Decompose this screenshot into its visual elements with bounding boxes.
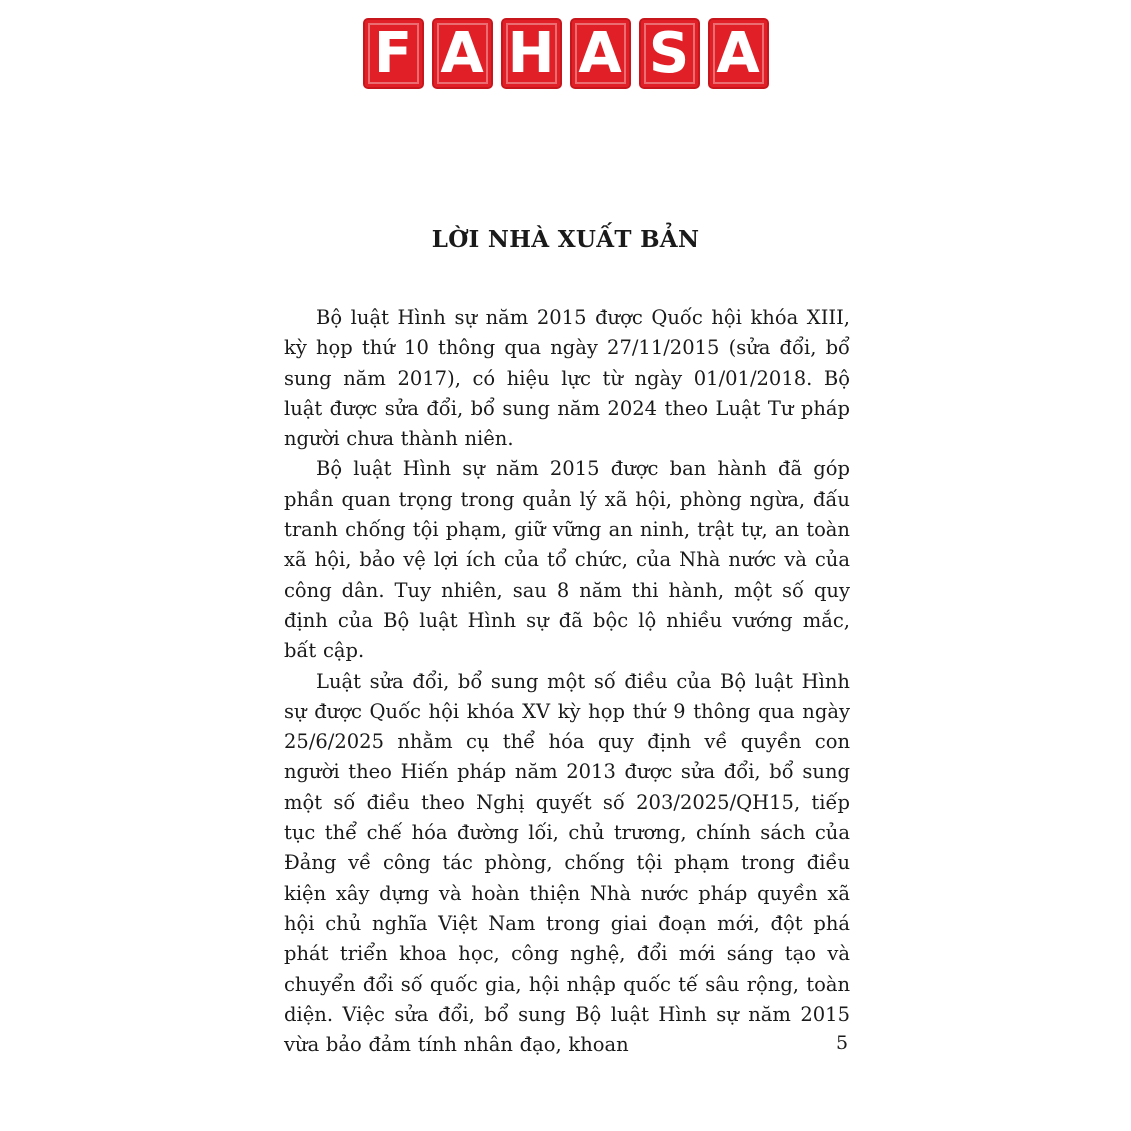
fahasa-logo (0, 18, 1131, 89)
logo-letter: A (708, 18, 769, 89)
paragraph: Luật sửa đổi, bổ sung một số điều của Bộ luật Hình sự được Quốc hội khóa XV kỳ họp thứ 9 thông qua ngày 25/6/2025 nhằm cụ thể hóa quy định về quyền con người theo Hiến pháp năm 2013 được sửa đổi, bổ sung một số điều theo Nghị quyết số 203/2025/QH15, tiếp tục thể chế hóa đường lối, chủ trương, chính sách của Đảng về công tác phòng, chống tội phạm trong điều kiện xây dựng và hoàn thiện Nhà nước pháp quyền xã hội chủ nghĩa Việt Nam trong giai đoạn mới, đột phá phát triển khoa học, công nghệ, đổi mới sáng tạo và chuyển đổi số quốc gia, hội nhập quốc tế sâu rộng, toàn diện. Việc sửa đổi, bổ sung Bộ luật Hình sự năm 2015 vừa bảo đảm tính nhân đạo, khoan (284, 669, 850, 1057)
logo-letter: H (501, 18, 562, 89)
paragraph: Bộ luật Hình sự năm 2015 được Quốc hội khóa XIII, kỳ họp thứ 10 thông qua ngày 27/11/2015 (sửa đổi, bổ sung năm 2017), có hiệu lực từ ngày 01/01/2018. Bộ luật được sửa đổi, bổ sung năm 2024 theo Luật Tư pháp người chưa thành niên. (284, 306, 850, 451)
logo-letter: S (639, 18, 700, 89)
page-number: 5 (836, 1032, 849, 1054)
paragraph: Bộ luật Hình sự năm 2015 được ban hành đã góp phần quan trọng trong quản lý xã hội, phòng ngừa, đấu tranh chống tội phạm, giữ vững an ninh, trật tự, an toàn xã hội, bảo vệ lợi ích của tổ chức, của Nhà nước và của công dân. Tuy nhiên, sau 8 năm thi hành, một số quy định của Bộ luật Hình sự đã bộc lộ nhiều vướng mắc, bất cập. (284, 457, 850, 663)
logo-letter: A (432, 18, 493, 89)
page-title: LỜI NHÀ XUẤT BẢN (431, 226, 700, 253)
logo-letter: A (570, 18, 631, 89)
logo-letter: F (363, 18, 424, 89)
body-text (284, 303, 850, 1060)
